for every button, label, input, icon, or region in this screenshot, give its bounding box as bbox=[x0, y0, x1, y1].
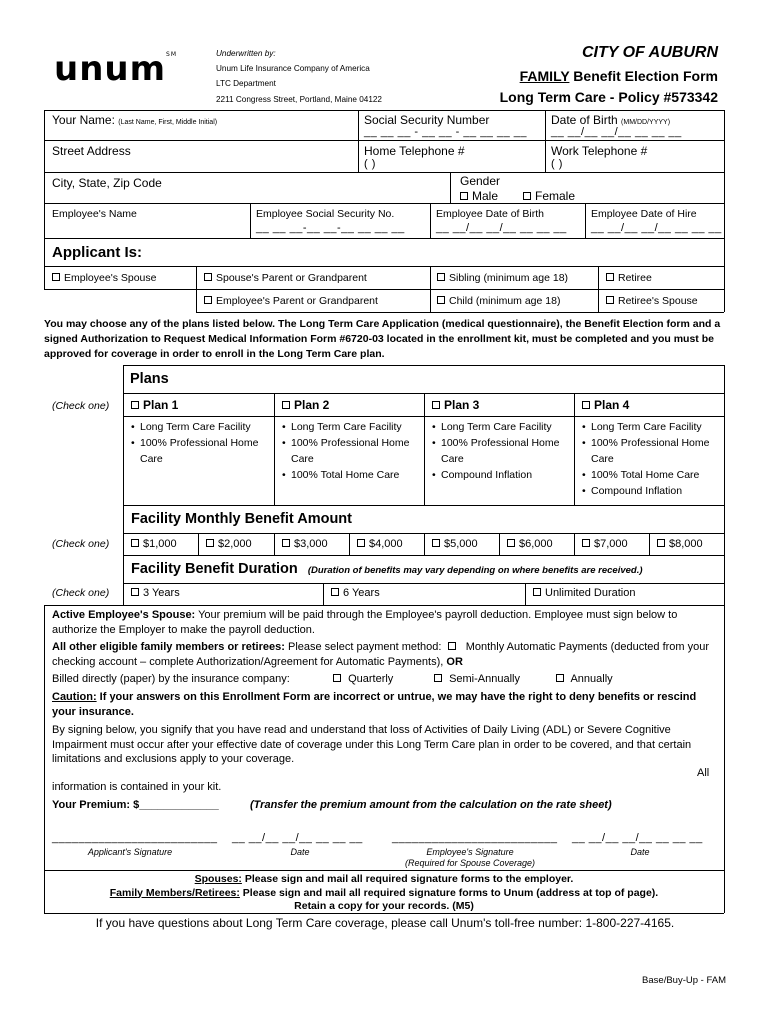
list-item: • 100% Professional Home Care bbox=[282, 435, 424, 467]
duration-option[interactable]: 3 Years bbox=[131, 587, 180, 599]
home-phone-label: Home Telephone # bbox=[364, 144, 465, 158]
duration-heading: Facility Benefit Duration (Duration of benefits may vary depending on where benefits are received.) bbox=[131, 561, 643, 577]
plan-3-option[interactable]: Plan 3 bbox=[432, 398, 479, 412]
signing-text: By signing below, you signify that you have read and understand that loss of Activities of Daily Living (ADL) or Severe Cognitive Impairment must occur after your effective date of coverage under this Long Term Care plan in order to be covered, and that certain limitations and exclusions apply to your coverage. bbox=[52, 724, 692, 765]
applicant-checkbox[interactable] bbox=[52, 273, 60, 281]
street-label: Street Address bbox=[52, 144, 131, 158]
amount-option[interactable]: $4,000 bbox=[357, 538, 403, 550]
applicant-option[interactable]: Employee's Parent or Grandparent bbox=[204, 294, 378, 308]
all-text: All bbox=[697, 767, 710, 779]
other-payment-text: All other eligible family members or retirees: Please select payment method: Monthly Automatic Payments (deducted from your checking account – complete Authorization/Agreement for Automatic Payments), OR bbox=[52, 641, 710, 668]
work-phone-label: Work Telephone # bbox=[551, 144, 648, 158]
ssn-field[interactable]: __ __ __ - __ __ - __ __ __ __ bbox=[364, 126, 528, 138]
list-item: • Compound Inflation bbox=[432, 467, 574, 483]
plan-checkbox[interactable] bbox=[131, 401, 139, 409]
duration-checkbox[interactable] bbox=[331, 588, 339, 596]
applicant-heading: Applicant Is: bbox=[52, 244, 143, 261]
questions-text: If you have questions about Long Term Care coverage, please call Unum's toll-free number: 1-800-227-4165. bbox=[95, 916, 675, 930]
semi-annual-checkbox[interactable] bbox=[434, 674, 442, 682]
list-item: • Long Term Care Facility bbox=[131, 419, 273, 435]
employee-date-line[interactable]: __ __/__ __/__ __ __ __ bbox=[572, 832, 703, 844]
list-item: • Long Term Care Facility bbox=[582, 419, 724, 435]
amount-checkbox[interactable] bbox=[657, 539, 665, 547]
applicant-checkbox[interactable] bbox=[204, 296, 212, 304]
plans-check-one: (Check one) bbox=[52, 400, 110, 412]
monthly-auto-checkbox[interactable] bbox=[448, 642, 456, 650]
amount-checkbox[interactable] bbox=[507, 539, 515, 547]
amount-checkbox[interactable] bbox=[357, 539, 365, 547]
city-label: City, State, Zip Code bbox=[52, 176, 162, 190]
employee-doh-field[interactable]: __ __/__ __/__ __ __ __ bbox=[591, 222, 722, 234]
family-instruction: Family Members/Retirees: Please sign and mail all required signature forms to Unum (address at top of page). bbox=[109, 886, 659, 899]
employee-doh-label: Employee Date of Hire bbox=[591, 208, 697, 220]
applicant-date-line[interactable]: __ __/__ __/__ __ __ __ bbox=[232, 832, 363, 844]
female-checkbox[interactable] bbox=[523, 192, 531, 200]
applicant-checkbox[interactable] bbox=[437, 296, 445, 304]
intro-text: You may choose any of the plans listed below. The Long Term Care Application (medical questionnaire), the Benefit Election form and a signed Authorization to Request Medical Information Form #6720-03 located in the enrollment kit, must be completed and you must be approved for coverage in order to enroll in the Long Term Care plan. bbox=[44, 318, 721, 360]
home-phone-field[interactable]: ( ) bbox=[364, 158, 376, 170]
amount-option[interactable]: $6,000 bbox=[507, 538, 553, 550]
title-form: FAMILY Benefit Election Form bbox=[519, 68, 718, 84]
duration-checkbox[interactable] bbox=[533, 588, 541, 596]
list-item: • 100% Total Home Care bbox=[282, 467, 424, 483]
list-item: • Compound Inflation bbox=[582, 483, 724, 499]
applicant-checkbox[interactable] bbox=[204, 273, 212, 281]
list-item: • 100% Professional Home Care bbox=[432, 435, 574, 467]
department: LTC Department bbox=[216, 79, 276, 89]
amount-checkbox[interactable] bbox=[131, 539, 139, 547]
employee-signature-label: Employee's Signature bbox=[426, 847, 514, 857]
info-text: information is contained in your kit. bbox=[52, 781, 222, 793]
unum-logo: unum℠ bbox=[54, 49, 178, 89]
employee-dob-label: Employee Date of Birth bbox=[436, 208, 544, 220]
applicant-option[interactable]: Sibling (minimum age 18) bbox=[437, 271, 568, 285]
applicant-option[interactable]: Retiree bbox=[606, 271, 652, 285]
premium-field[interactable]: Your Premium: $_____________ bbox=[52, 799, 219, 811]
employee-signature-req: (Required for Spouse Coverage) bbox=[404, 858, 536, 868]
dob-field[interactable]: __ __/__ __/__ __ __ __ bbox=[551, 126, 682, 138]
ssn-label: Social Security Number bbox=[364, 113, 490, 127]
title-city: CITY OF AUBURN bbox=[582, 44, 718, 61]
plan-2-option[interactable]: Plan 2 bbox=[282, 398, 329, 412]
applicant-checkbox[interactable] bbox=[606, 273, 614, 281]
employee-dob-field[interactable]: __ __/__ __/__ __ __ __ bbox=[436, 222, 567, 234]
annual-checkbox[interactable] bbox=[556, 674, 564, 682]
work-phone-field[interactable]: ( ) bbox=[551, 158, 563, 170]
retain-instruction: Retain a copy for your records. (M5) bbox=[294, 900, 474, 912]
duration-checkbox[interactable] bbox=[131, 588, 139, 596]
applicant-signature-line[interactable]: _________________________ bbox=[52, 832, 218, 844]
amount-option[interactable]: $2,000 bbox=[206, 538, 252, 550]
applicant-signature-label: Applicant's Signature bbox=[87, 847, 173, 857]
mailing-instructions bbox=[44, 873, 724, 914]
quarterly-option[interactable]: Quarterly bbox=[333, 672, 393, 687]
applicant-option[interactable]: Child (minimum age 18) bbox=[437, 294, 560, 308]
applicant-option[interactable]: Spouse's Parent or Grandparent bbox=[204, 271, 367, 285]
title-policy: Long Term Care - Policy #573342 bbox=[499, 89, 718, 105]
monthly-check-one: (Check one) bbox=[52, 538, 110, 550]
billed-directly-label: Billed directly (paper) by the insurance company: bbox=[52, 673, 290, 685]
plans-heading: Plans bbox=[130, 371, 169, 387]
amount-checkbox[interactable] bbox=[282, 539, 290, 547]
amount-checkbox[interactable] bbox=[582, 539, 590, 547]
plan-4-option[interactable]: Plan 4 bbox=[582, 398, 629, 412]
dob-label: Date of Birth (MM/DD/YYYY) bbox=[551, 113, 671, 127]
list-item: • Long Term Care Facility bbox=[282, 419, 424, 435]
employee-signature-line[interactable]: _________________________ bbox=[392, 832, 558, 844]
annual-option[interactable]: Annually bbox=[556, 672, 613, 687]
list-item: • 100% Total Home Care bbox=[582, 467, 724, 483]
semi-annual-option[interactable]: Semi-Annually bbox=[434, 672, 520, 687]
list-item: • Long Term Care Facility bbox=[432, 419, 574, 435]
premium-note: (Transfer the premium amount from the calculation on the rate sheet) bbox=[250, 799, 612, 811]
applicant-checkbox[interactable] bbox=[606, 296, 614, 304]
plan-2-features bbox=[282, 419, 424, 483]
plan-4-features bbox=[582, 419, 724, 499]
employee-ssn-label: Employee Social Security No. bbox=[256, 208, 395, 220]
form-title bbox=[500, 44, 718, 105]
spouses-instruction: Spouses: Please sign and mail all required signature forms to the employer. bbox=[194, 873, 574, 885]
monthly-heading: Facility Monthly Benefit Amount bbox=[131, 511, 352, 527]
employee-date-label: Date bbox=[630, 847, 650, 857]
underwriter-block bbox=[216, 46, 382, 107]
your-name-label: Your Name: (Last Name, First, Middle Initial) bbox=[52, 113, 218, 127]
list-item: • 100% Professional Home Care bbox=[131, 435, 273, 467]
amount-option[interactable]: $1,000 bbox=[131, 538, 177, 550]
company-name: Unum Life Insurance Company of America bbox=[216, 64, 370, 74]
male-checkbox[interactable] bbox=[460, 192, 468, 200]
footer-code: Base/Buy-Up - FAM bbox=[642, 975, 726, 986]
applicant-checkbox[interactable] bbox=[437, 273, 445, 281]
amount-option[interactable]: $8,000 bbox=[657, 538, 703, 550]
duration-option[interactable]: Unlimited Duration bbox=[533, 587, 635, 599]
list-item: • 100% Professional Home Care bbox=[582, 435, 724, 467]
amount-checkbox[interactable] bbox=[432, 539, 440, 547]
gender-female[interactable]: Female bbox=[523, 189, 575, 203]
applicant-date-label: Date bbox=[290, 847, 310, 857]
amount-option[interactable]: $7,000 bbox=[582, 538, 628, 550]
amount-checkbox[interactable] bbox=[206, 539, 214, 547]
duration-option[interactable]: 6 Years bbox=[331, 587, 380, 599]
caution-text: Caution: If your answers on this Enrollment Form are incorrect or untrue, we may have the right to deny benefits or rescind your insurance. bbox=[52, 691, 697, 718]
spouse-payment-text: Active Employee's Spouse: Your premium will be paid through the Employee's payroll deduction. Employee must sign below to authorize the Employer to make the payroll deduction. bbox=[52, 609, 678, 636]
plan-checkbox[interactable] bbox=[432, 401, 440, 409]
plan-checkbox[interactable] bbox=[282, 401, 290, 409]
applicant-option[interactable]: Employee's Spouse bbox=[52, 271, 156, 285]
amount-option[interactable]: $5,000 bbox=[432, 538, 478, 550]
quarterly-checkbox[interactable] bbox=[333, 674, 341, 682]
plan-3-features bbox=[432, 419, 574, 483]
company-address: 2211 Congress Street, Portland, Maine 04122 bbox=[216, 94, 382, 104]
gender-label: Gender bbox=[460, 174, 501, 188]
plan-checkbox[interactable] bbox=[582, 401, 590, 409]
plan-1-features bbox=[131, 419, 273, 467]
employee-ssn-field[interactable]: __ __ __-__ __-__ __ __ __ bbox=[256, 222, 405, 234]
underwritten-label: Underwritten by: bbox=[216, 49, 276, 58]
plan-1-option[interactable]: Plan 1 bbox=[131, 398, 178, 412]
gender-male[interactable]: Male bbox=[460, 189, 498, 203]
employee-name-label: Employee's Name bbox=[52, 208, 137, 220]
applicant-option[interactable]: Retiree's Spouse bbox=[606, 294, 698, 308]
amount-option[interactable]: $3,000 bbox=[282, 538, 328, 550]
duration-check-one: (Check one) bbox=[52, 587, 110, 599]
